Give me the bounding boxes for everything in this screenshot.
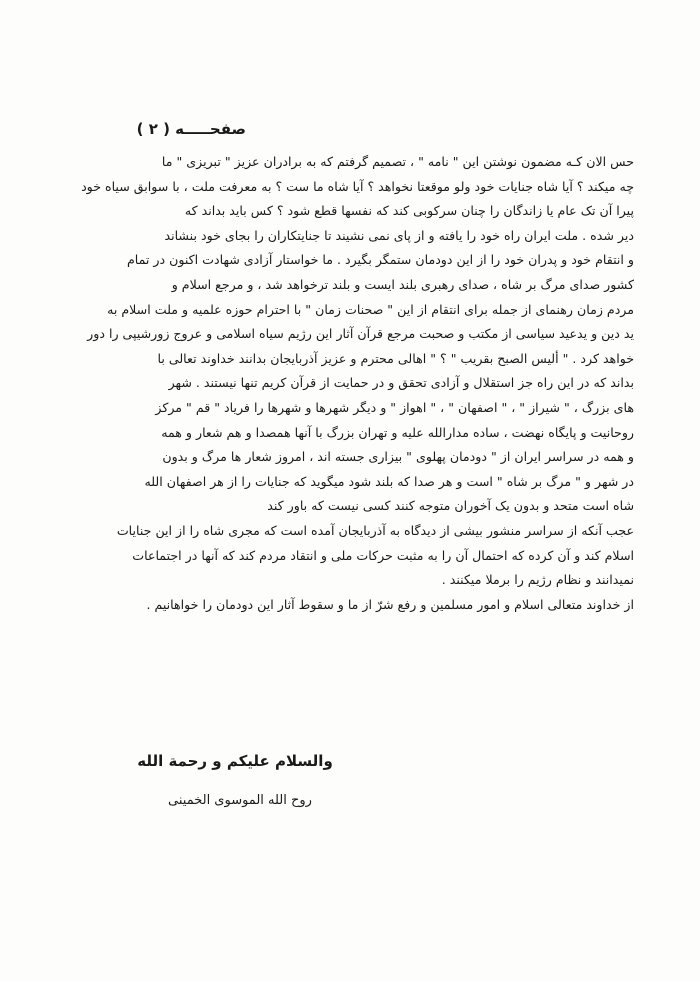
letter-line: شاه است متحد و بدون یک آخوران متوجه کنند کسی نیست که باور کند	[267, 498, 634, 514]
letter-line: پیرا آن تک عام یا زاندگان را چنان سرکوبی کند که نفسها قطع شود ؟ کس باید بداند که	[184, 203, 634, 219]
page-number-header: صفحـــــه ( ۲ )	[136, 120, 246, 138]
letter-line: ید دین و یدعید سیاسی از مکتب و صحبت مرجع قرآن آثار این رژیم سیاه اسلامی و عروج زورشیپی را دور	[87, 326, 634, 342]
letter-body	[62, 150, 634, 617]
signature: روح الله الموسوی الخمینی	[168, 793, 312, 808]
letter-line: حس الان کـه مضمون نوشتن این " نامه " ، تصمیم گرفتم که به برادران عزیز " تبریزی " ما	[161, 154, 634, 169]
letter-line: چه میکند ؟ آیا شاه جنایات خود ولو موقعتا نخواهد ؟ آیا شاه ما ست ؟ به معرفت ملت ، با سوابق سیاه خود	[81, 178, 634, 194]
closing-greeting: والسلام علیکم و رحمة الله	[137, 752, 333, 770]
letter-line: های بزرگ ، " شیراز " ، " اصفهان " ، " اهواز " و دیگر شهرها و شهرها را فریاد " قم " مرکز	[155, 399, 634, 415]
letter-line: اسلام کند و آن کرده که احتمال آن را به مثبت حرکات ملی و انتقاد مردم کند که آنها در اجتماعات	[132, 547, 634, 563]
letter-line: خواهد کرد . " ألیس الصبح بقریب " ؟ " اهالی محترم و عزیز آذربایجان بدانند خداوند تعالی با	[157, 350, 634, 366]
letter-line: و همه در سراسر ایران از " دودمان پهلوی " بیزاری جسته اند ، امروز شعار ها مرگ و بدون	[162, 449, 634, 465]
letter-line: بداند که در این راه جز استقلال و آزادی تحقق و در حمایت از قرآن کریم تنها نیستند . شهر	[168, 375, 634, 391]
letter-line: روحانیت و پایگاه نهضت ، ساده مدارالله علیه و تهران بزرگ با آنها همصدا و هم شعار و همه	[161, 424, 634, 440]
letter-line: دیر شده . ملت ایران راه خود را یافته و از پای نمی نشیند تا جنایتکاران را بجای خود بنشاند	[164, 227, 634, 243]
letter-line: در شهر و " مرگ بر شاه " است و هر صدا که بلند شود میگوید که جنایات را از هر اصفهان الله	[144, 473, 634, 489]
letter-line: عجب آنکه از سراسر منشور بیشی از دیدگاه به آذربایجان آمده است که مجری شاه را از این جنایات	[116, 522, 634, 538]
letter-line: کشور صدای مرگ بر شاه ، صدای رهبری بلند ایست و بلند ترخواهد شد ، و مرجع اسلام و	[171, 276, 634, 292]
letter-line: و انتقام خود و پدران خود را از این دودمان ستمگر بگیرد . ما خواستار آزادی شهادت اکنون در تمام	[126, 252, 634, 268]
letter-line: نمیدانند و نظام رژیم را برملا میکنند .	[441, 572, 634, 588]
letter-line: از خداوند متعالی اسلام و امور مسلمین و رفع شرّ از ما و سقوط آثار این دودمان را خواهانیم .	[146, 596, 634, 612]
letter-line: مردم زمان رهنمای از جمله برای انتقام از این " صحنات زمان " با احترام حوزه علمیه و ملت اسلام به	[107, 301, 634, 317]
